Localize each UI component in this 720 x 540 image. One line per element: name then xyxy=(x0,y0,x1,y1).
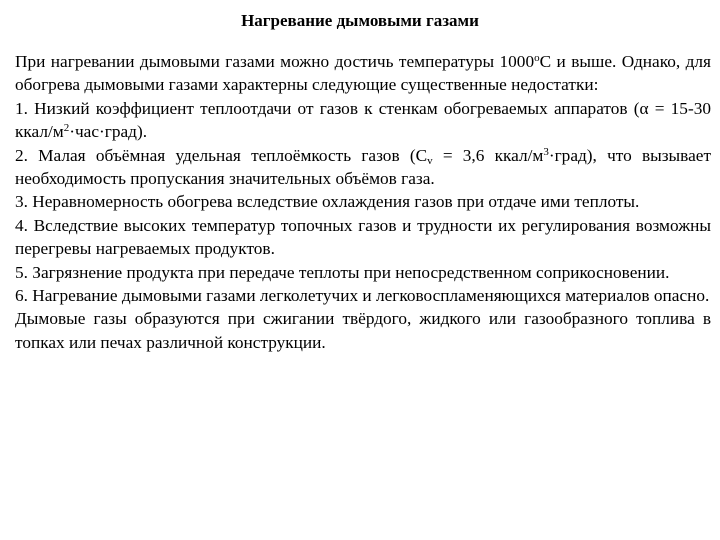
intro-paragraph xyxy=(15,50,711,97)
list-item-4: 4. Вследствие высоких температур топочных газов и трудности их регулирования возможны перегревы нагреваемых продуктов. xyxy=(15,215,711,259)
item1-text-2: = 15-30 ккал/м xyxy=(15,98,711,142)
closing-paragraph: Дымовые газы образуются при сжигании твёрдого, жидкого или газообразного топлива в топках или печах различной конструкции. xyxy=(15,309,711,352)
list-item-5: 5. Загрязнение продукта при передаче теплоты при непосредственном соприкосновении. xyxy=(15,262,670,282)
item2-text-3: ·град), что вызывает необходимость пропускания значительных объёмов газа. xyxy=(15,145,711,189)
intro-text-1: При нагревании дымовыми газами можно достичь температуры 1000 xyxy=(15,52,535,71)
item2-text-1: 2. Малая объёмная удельная теплоёмкость газов (С xyxy=(15,145,428,165)
list-item-3: 3. Неравномерность обогрева вследствие охлаждения газов при отдаче ими теплоты. xyxy=(15,192,640,212)
list-item-2 xyxy=(15,144,711,191)
item1-text-3: ·час·град). xyxy=(69,122,148,142)
item2-superscript: 3 xyxy=(543,145,549,158)
list-item-1 xyxy=(15,97,711,144)
list-item-6: 6. Нагревание дымовыми газами легколетучих и легковоспламеняющихся материалов опасно. xyxy=(15,286,710,306)
item2-text-2: = 3,6 ккал/м xyxy=(432,145,544,165)
item1-superscript: 2 xyxy=(63,122,70,135)
slide-body xyxy=(15,50,711,354)
alpha-symbol: α xyxy=(639,98,649,118)
item2-subscript: v xyxy=(427,154,433,167)
intro-text-2: С и выше. Однако, для обогрева дымовыми газами характерны следующие существенные недостатки: xyxy=(15,52,712,95)
slide-title: Нагревание дымовыми газами xyxy=(241,11,479,30)
degree-superscript: о xyxy=(534,52,540,64)
item1-text-1: 1. Низкий коэффициент теплоотдачи от газов к стенкам обогреваемых аппаратов ( xyxy=(15,98,640,118)
